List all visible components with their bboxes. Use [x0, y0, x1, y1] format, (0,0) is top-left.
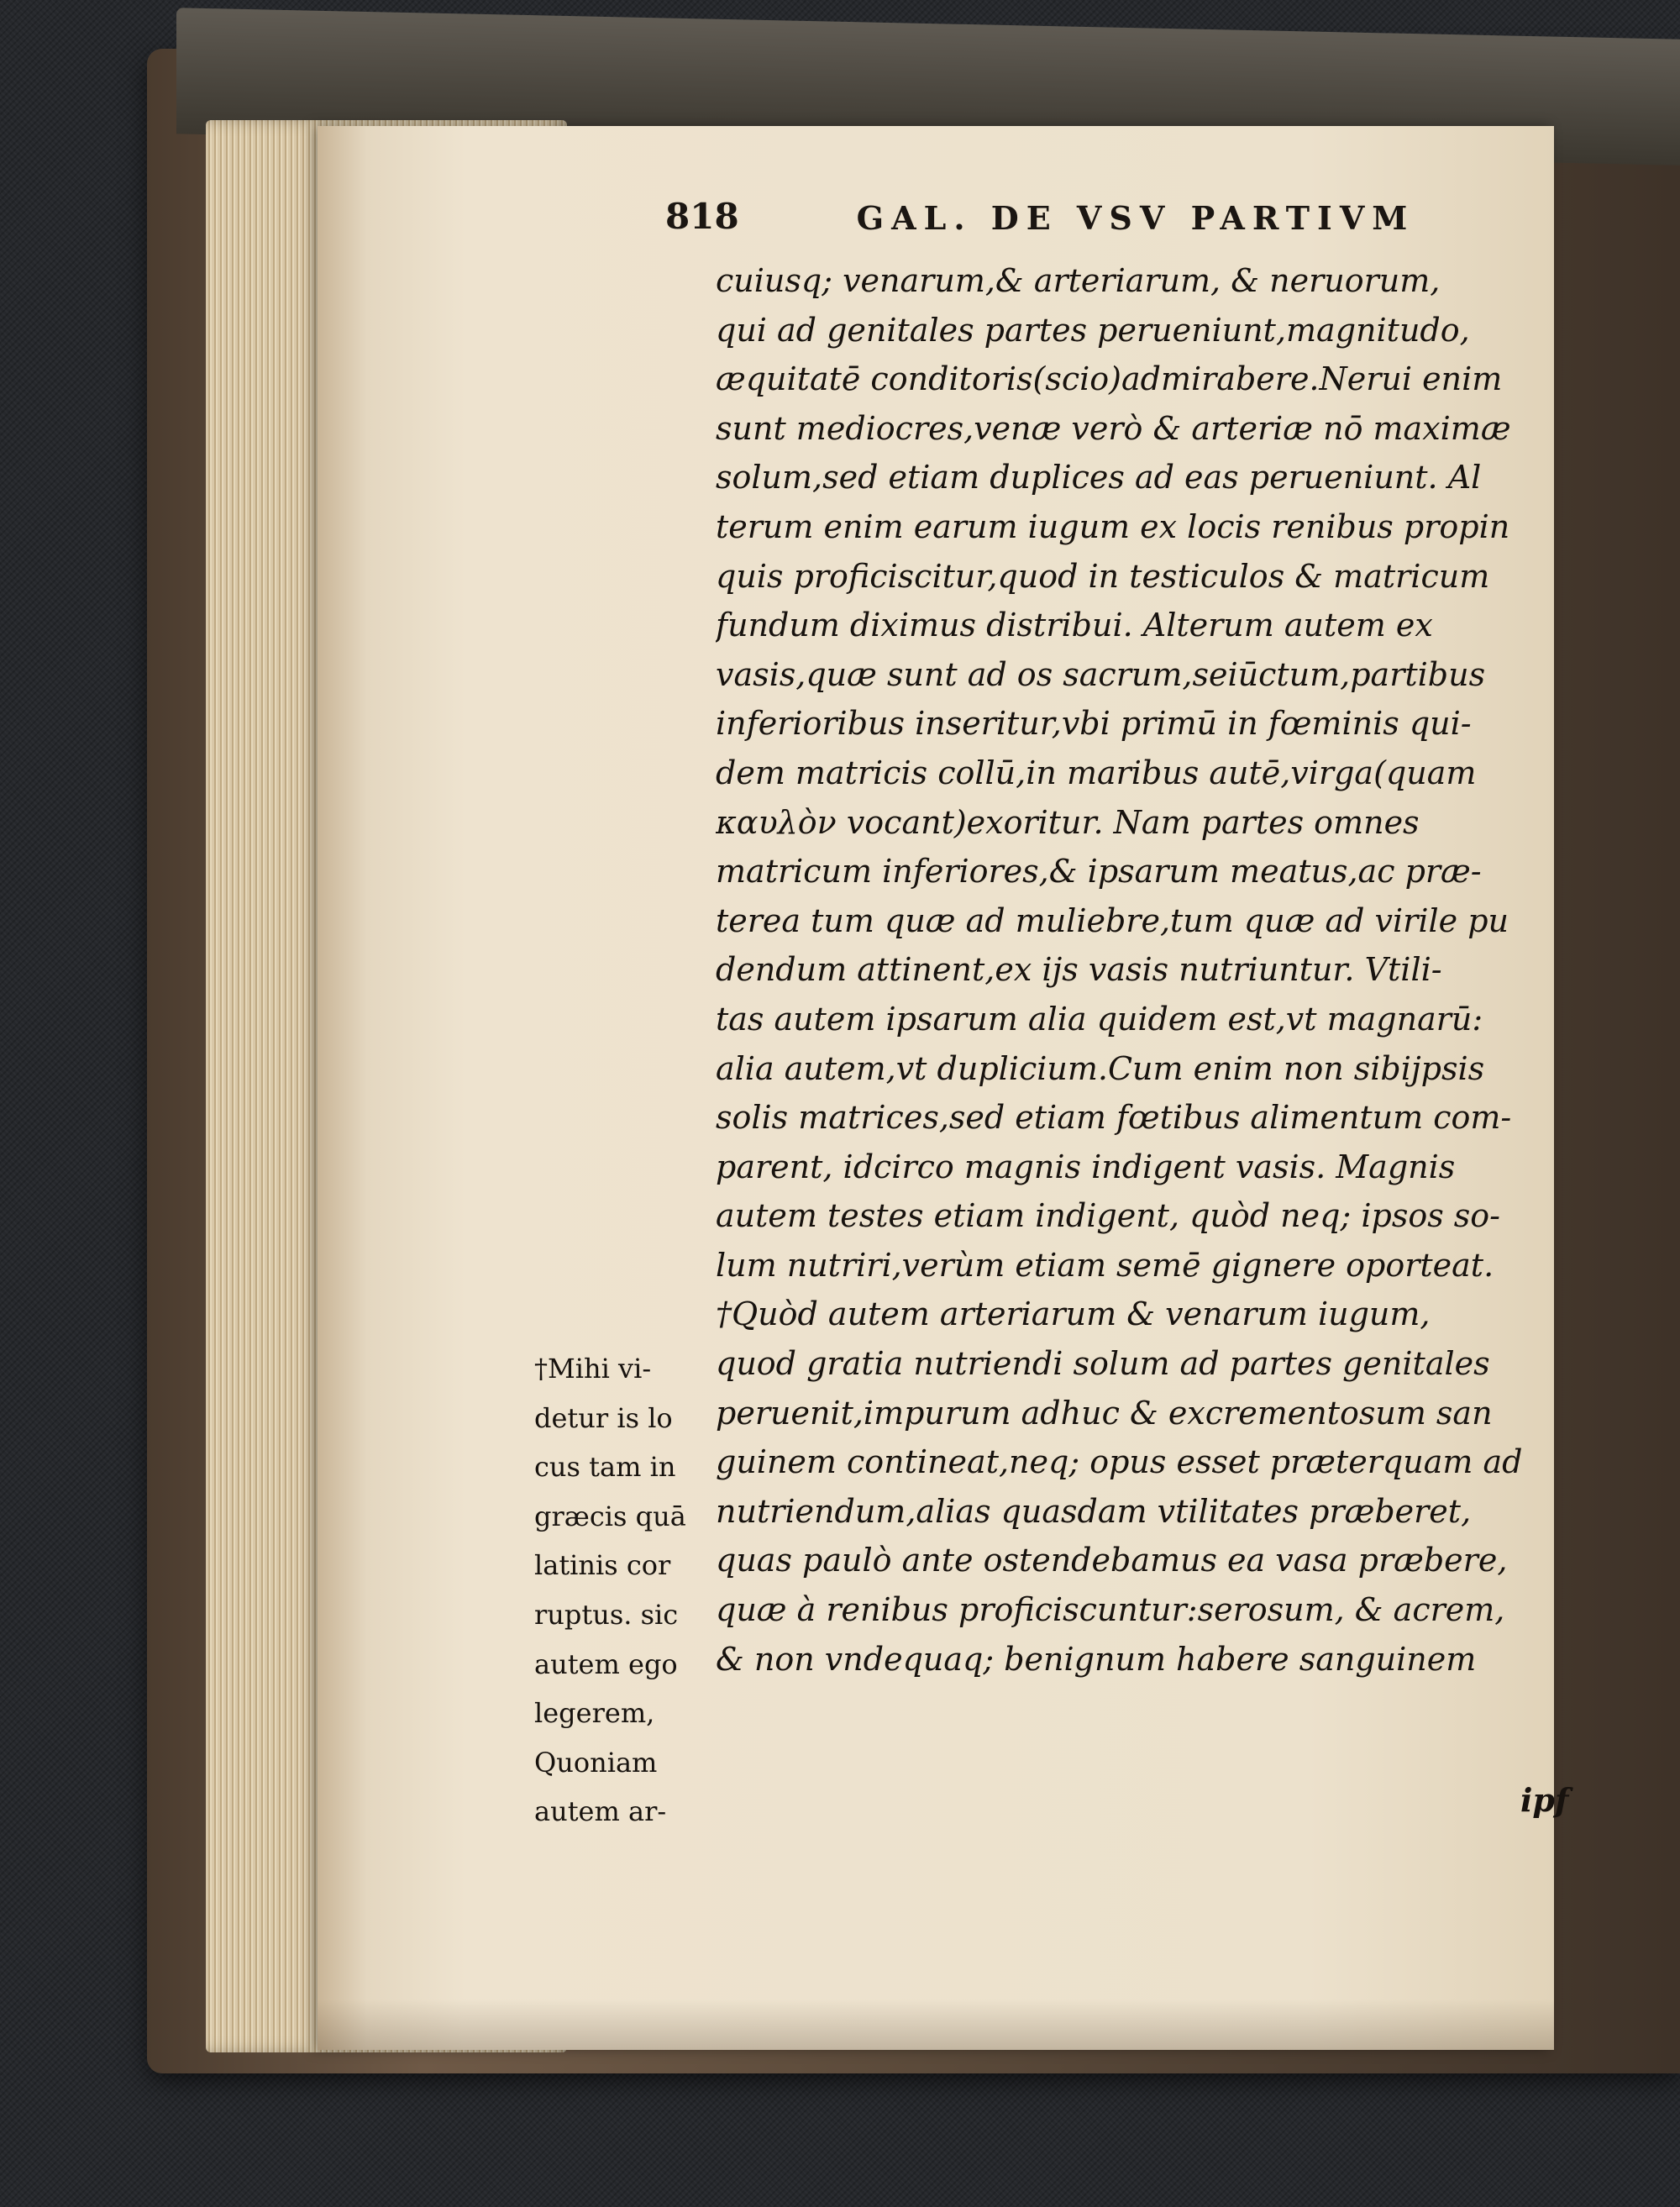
- marginal-line: Quoniam: [534, 1746, 658, 1779]
- marginal-line: legerem,: [534, 1697, 655, 1730]
- text-line: sunt mediocres,venæ verò & arteriæ nō maximæ: [716, 409, 1511, 447]
- text-line: terea tum quæ ad muliebre,tum quæ ad virile pu: [716, 901, 1509, 939]
- text-line: lum nutriri,verùm etiam semē gignere oporteat.: [716, 1246, 1494, 1284]
- text-line: dem matricis collū,in maribus autē,virga(quam: [716, 754, 1477, 791]
- marginal-line: autem ego: [534, 1647, 678, 1680]
- text-line: καυλὸν vocant)exoritur. Nam partes omnes: [716, 803, 1420, 841]
- text-line: parent, idcirco magnis indigent vasis. Magnis: [716, 1148, 1456, 1185]
- text-line: æquitatē conditoris(scio)admirabere.Nerui enim: [716, 360, 1503, 398]
- running-title: GAL. DE VSV PARTIVM: [856, 199, 1415, 237]
- marginal-line: detur is lo: [534, 1401, 673, 1434]
- marginal-line: latinis cor: [534, 1549, 671, 1582]
- text-line: solis matrices,sed etiam fœtibus alimentum com-: [716, 1099, 1512, 1137]
- text-line: fundum diximus distribui. Alterum autem ex: [716, 607, 1433, 644]
- text-line: autem testes etiam indigent, quòd neq; ipsos so-: [716, 1197, 1501, 1235]
- text-line: inferioribus inseritur,vbi primū in fœminis qui-: [716, 705, 1472, 743]
- text-line: terum enim earum iugum ex locis renibus propin: [716, 507, 1510, 545]
- text-line: quas paulò ante ostendebamus ea vasa præbere,: [716, 1542, 1508, 1579]
- marginal-note: [534, 1344, 724, 1837]
- text-line: quod gratia nutriendi solum ad partes genitales: [716, 1345, 1490, 1383]
- page-number: 818: [665, 196, 739, 237]
- text-line: vasis,quæ sunt ad os sacrum,seiūctum,partibus: [716, 655, 1486, 693]
- text-line: nutriendum,alias quasdam vtilitates præberet,: [716, 1492, 1472, 1530]
- marginal-line: autem ar-: [534, 1795, 667, 1828]
- text-line: & non vndequaq; benignum habere sanguinem: [716, 1640, 1477, 1678]
- text-line: guinem contineat,neq; opus esset præterquam ad: [716, 1443, 1523, 1481]
- text-line: quis proficiscitur,quod in testiculos & matricum: [716, 557, 1490, 595]
- marginal-line: græcis quā: [534, 1500, 686, 1532]
- text-line: dendum attinent,ex ijs vasis nutriuntur. Vtili-: [716, 951, 1442, 989]
- marginal-line: cus tam in: [534, 1451, 676, 1484]
- text-line: cuiusq; venarum,& arteriarum, & neruorum,: [716, 262, 1441, 299]
- marginal-line: †Mihi vi-: [534, 1353, 652, 1385]
- text-line: quæ à renibus proficiscuntur:serosum, & acrem,: [716, 1591, 1505, 1629]
- catchword: ipf: [1520, 1781, 1569, 1819]
- text-line: tas autem ipsarum alia quidem est,vt magnarū:: [716, 1000, 1483, 1038]
- text-line: qui ad genitales partes perueniunt,magnitudo,: [716, 311, 1470, 349]
- marginal-line: ruptus. sic: [534, 1598, 679, 1631]
- text-line: †Quòd autem arteriarum & venarum iugum,: [716, 1295, 1431, 1333]
- page-bottom-shadow: [318, 1999, 1554, 2050]
- page-header: [665, 178, 1472, 237]
- text-line: solum,sed etiam duplices ad eas perueniunt. Al: [716, 459, 1482, 497]
- text-line: matricum inferiores,& ipsarum meatus,ac præ-: [716, 853, 1482, 891]
- main-text-block: [716, 256, 1589, 1684]
- text-line: alia autem,vt duplicium.Cum enim non sibijpsis: [716, 1049, 1485, 1087]
- text-line: peruenit,impurum adhuc & excrementosum san: [716, 1394, 1493, 1432]
